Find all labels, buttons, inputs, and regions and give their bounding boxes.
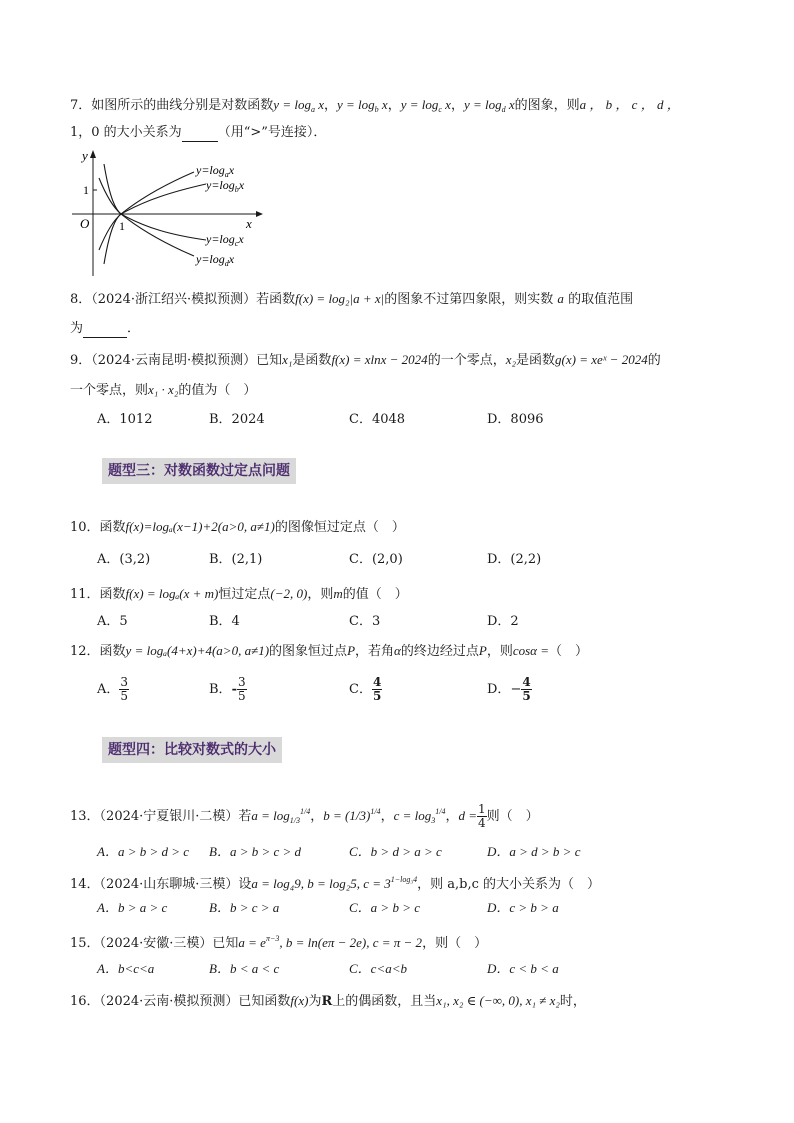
q7-number: 7． <box>70 98 92 113</box>
option-c[interactable]: C．c<a<b <box>349 961 407 976</box>
y-axis-arrow <box>90 150 96 158</box>
option-d[interactable]: D．− $\frac{4}{5}$ <box>487 675 531 703</box>
option-b[interactable]: B．b > c > a <box>209 900 280 915</box>
option-b[interactable]: B．(2,1) <box>209 552 263 567</box>
option-d[interactable]: D．(2,2) <box>487 552 542 567</box>
option-d[interactable]: D．a > d > b > c <box>487 844 581 859</box>
option-d[interactable]: D．c < b < a <box>487 961 559 976</box>
label-log-b: $y=\log_bx$ <box>206 178 245 194</box>
origin-label: O <box>80 216 90 231</box>
section-header-4: 题型四：比较对数式的大小 <box>102 737 282 763</box>
option-d[interactable]: D．8096 <box>487 412 544 427</box>
option-a[interactable]: A．5 <box>97 614 128 629</box>
option-a[interactable]: A． $\frac{3}{5}$ <box>97 675 129 703</box>
q7-line1: 7．如图所示的曲线分别是对数函数$y = \log_a x$，$y = \log_b x$，$y = \log_c x$，$y = \log_d x$的图象，则a ， b ， c ， d ， <box>70 97 680 114</box>
answer-blank[interactable] <box>83 324 127 338</box>
q9-line2: 一个零点，则x₁ · x₂的值为（ ） <box>70 382 257 398</box>
q13-line: 13．（2024·宁夏银川·二模）若$a = \log_{1/3}^{1/4}$，$b = (1/3)^{1/4}$，$c = \log_3^{1/4}$，d = $\frac{1}{4}$ 则（ ） <box>70 802 539 830</box>
option-d[interactable]: D．2 <box>487 614 519 629</box>
option-b[interactable]: B．4 <box>209 614 240 629</box>
q16-line: 16．（2024·云南·模拟预测）已知函数f(x)为R上的偶函数，且当x₁, x₂ ∈ (−∞, 0), x₁ ≠ x₂时， <box>70 993 586 1009</box>
option-a[interactable]: A．b > a > c <box>97 900 168 915</box>
option-a[interactable]: A．a > b > d > c <box>97 844 190 859</box>
x-one-label: 1 <box>119 219 125 233</box>
option-c[interactable]: C．(2,0) <box>349 552 403 567</box>
option-c[interactable]: C．4048 <box>349 412 406 427</box>
option-c[interactable]: C．b > d > a > c <box>349 844 442 859</box>
label-log-a: $y=\log_ax$ <box>196 163 235 179</box>
q12-line: 12．函数y = logₐ(4+x)+4(a>0, a≠1)的图象恒过点P，若角α的终边经过点P，则cosα =（ ） <box>70 643 589 659</box>
label-log-d: $y=\log_dx$ <box>196 252 235 268</box>
q11-line: 11．函数f(x) = logₐ(x + m)恒过定点(−2, 0)，则m的值（ ） <box>70 586 408 602</box>
option-b[interactable]: B．a > b > c > d <box>209 844 302 859</box>
q7-line2: 1，0 的大小关系为 （用“>”号连接）． <box>70 125 327 140</box>
option-c[interactable]: C． $\frac{4}{5}$ <box>349 675 382 703</box>
option-c[interactable]: C．3 <box>349 614 381 629</box>
option-a[interactable]: A．(3,2) <box>97 552 151 567</box>
option-a[interactable]: A．b<c<a <box>97 961 155 976</box>
option-d[interactable]: D．c > b > a <box>487 900 559 915</box>
curve-log-c <box>99 178 206 240</box>
q9-line1: 9．（2024·云南昆明·模拟预测）已知x₁是函数f(x) = xlnx − 2024的一个零点，x₂是函数g(x) = xeˣ − 2024的 <box>70 352 661 368</box>
q15-line: 15．（2024·安徽·三模）已知$a = e^{\pi-3}$, b = ln(eπ − 2e), c = π − 2，则（ ） <box>70 934 488 951</box>
x-axis-arrow <box>256 211 263 217</box>
x-axis-label: x <box>246 216 252 231</box>
option-c[interactable]: C．a > b > c <box>349 900 420 915</box>
log-curves-graph <box>66 146 266 278</box>
option-b[interactable]: B．b < a < c <box>209 961 280 976</box>
answer-blank[interactable] <box>182 128 218 142</box>
option-b[interactable]: B．2024 <box>209 412 265 427</box>
curve-log-b <box>99 184 206 250</box>
y-one-label: 1 <box>83 183 89 197</box>
y-axis-label: y <box>82 148 88 163</box>
q8-line2: 为 ． <box>70 321 141 336</box>
section-header-3: 题型三：对数函数过定点问题 <box>102 458 296 484</box>
q8-line1: 8．（2024·浙江绍兴·模拟预测）若函数f(x) = log₂|a + x|的图象不过第四象限，则实数 a 的取值范围 <box>70 291 634 307</box>
q14-line: 14．（2024·山东聊城·三模）设a = log₄9, b = log₂5, $c = 3^{1-log_34}$，则 a,b,c 的大小关系为（ ） <box>70 875 601 892</box>
option-b[interactable]: B．- $\frac{3}{5}$ <box>209 675 246 703</box>
q10-line: 10．函数f(x)=logₐ(x−1)+2(a>0, a≠1)的图像恒过定点（ ） <box>70 519 405 535</box>
label-log-c: $y=\log_cx$ <box>206 232 244 248</box>
option-a[interactable]: A．1012 <box>97 412 153 427</box>
